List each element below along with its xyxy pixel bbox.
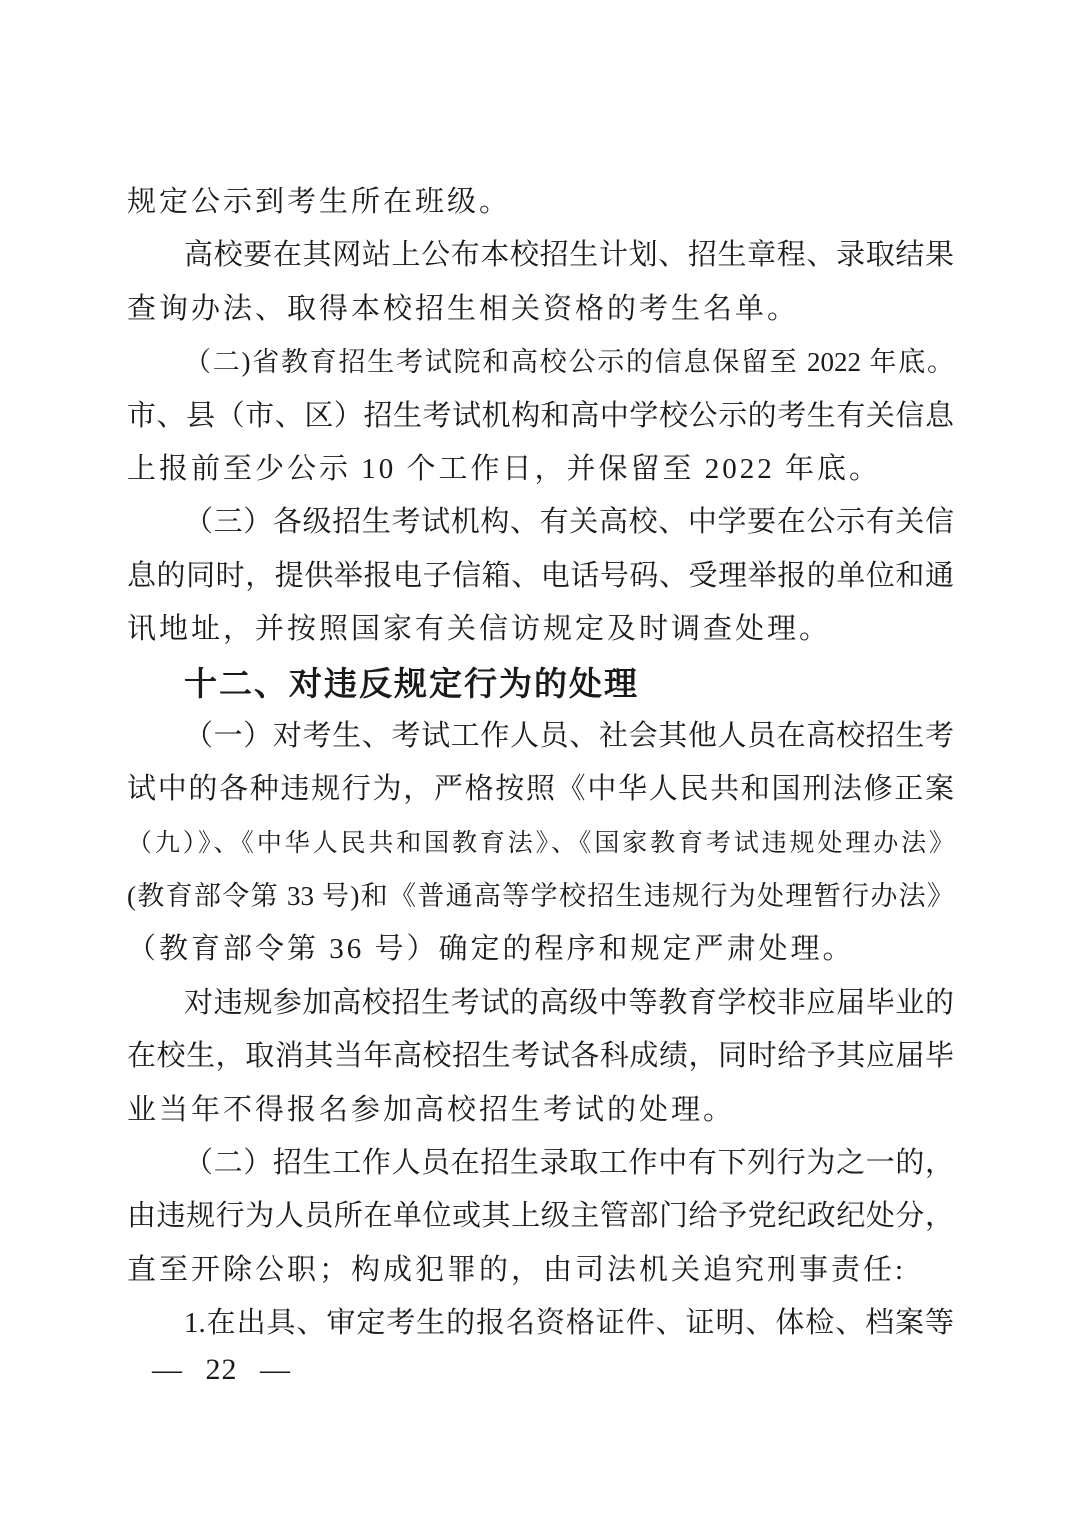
paragraph-line: 讯地址，并按照国家有关信访规定及时调查处理。 [127, 613, 832, 646]
paragraph-line: 规定公示到考生所在班级。 [127, 186, 512, 218]
paragraph-line: 直至开除公职；构成犯罪的，由司法机关追究刑事责任: [127, 1253, 907, 1286]
document-body [127, 176, 954, 1351]
paragraph-line: 上报前至少公示 10 个工作日，并保留至 2022 年底。 [127, 452, 882, 485]
paragraph-line: 1.在出具、审定考生的报名资格证件、证明、体检、档案等 [184, 1307, 954, 1340]
page-footer [152, 1350, 291, 1390]
paragraph-line: 查询办法、取得本校招生相关资格的考生名单。 [127, 292, 800, 325]
paragraph-line: 试中的各种违规行为，严格按照《中华人民共和国刑法修正案 [127, 773, 954, 806]
paragraph-line: 对违规参加高校招生考试的高级中等教育学校非应届毕业的 [184, 986, 954, 1019]
paragraph-line: 由违规行为人员所在单位或其上级主管部门给予党纪政纪处分， [127, 1200, 954, 1233]
paragraph-line: 在校生，取消其当年高校招生考试各科成绩，同时给予其应届毕 [127, 1040, 954, 1073]
paragraph-line: (教育部令第 33 号)和《普通高等学校招生违规行为处理暂行办法》 [127, 881, 954, 912]
paragraph-line: （二）招生工作人员在招生录取工作中有下列行为之一的， [184, 1147, 954, 1180]
paragraph-line: 息的同时，提供举报电子信箱、电话号码、受理举报的单位和通 [127, 559, 954, 592]
paragraph-line: （教育部令第 36 号）确定的程序和规定严肃处理。 [127, 933, 855, 966]
paragraph-line: （三）各级招生考试机构、有关高校、中学要在公示有关信 [184, 506, 954, 539]
paragraph-line: 市、县（市、区）招生考试机构和高中学校公示的考生有关信息 [127, 399, 954, 432]
section-heading: 十二、对违反规定行为的处理 [184, 664, 639, 702]
paragraph-line: （九）》、《中华人民共和国教育法》、《国家教育考试违规处理办法》 [127, 829, 954, 857]
paragraph-line: 业当年不得报名参加高校招生考试的处理。 [127, 1093, 736, 1126]
paragraph-line: （一）对考生、考试工作人员、社会其他人员在高校招生考 [184, 719, 954, 752]
paragraph-line: （二)省教育招生考试院和高校公示的信息保留至 2022 年底。 [184, 347, 954, 378]
paragraph-line: 高校要在其网站上公布本校招生计划、招生章程、录取结果 [184, 239, 954, 272]
page-number: — 22 — [152, 1353, 291, 1386]
